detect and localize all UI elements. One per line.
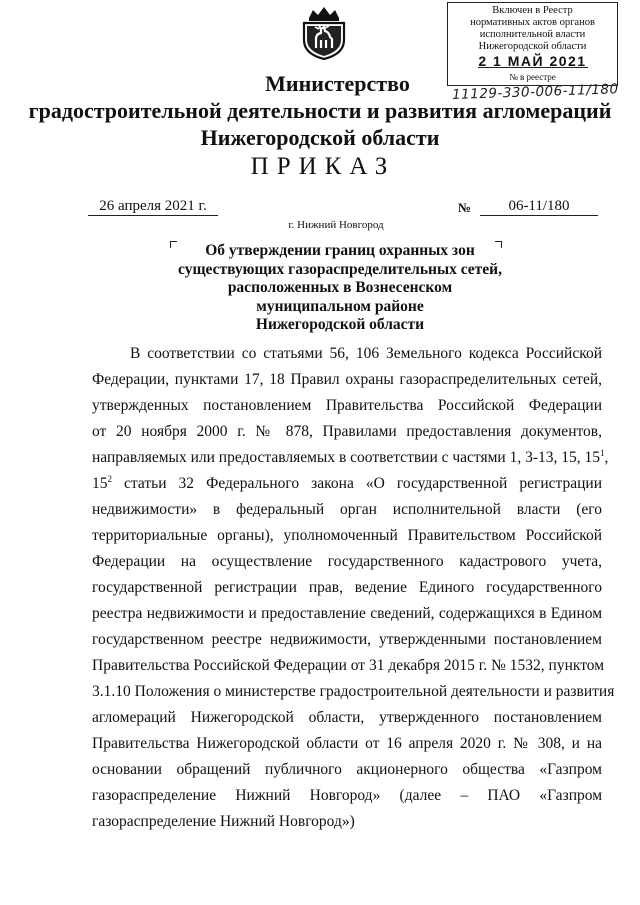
- stamp-line-4: Нижегородской области: [478, 41, 587, 52]
- superscript: 1: [600, 447, 605, 458]
- body-text: ,: [604, 449, 609, 466]
- city-label: г. Нижний Новгород: [288, 219, 384, 231]
- stamp-line-3: исполнительной власти: [479, 29, 586, 40]
- body-line: Федерации на осуществление государственного кадастрового учета,: [92, 553, 602, 570]
- stamp-date: 2 1 МАЙ 2021: [478, 53, 587, 69]
- stamp-registry-label: № в реестре: [509, 72, 556, 82]
- body-line: Правительства Российской Федерации от 31 декабря 2015 г. № 1532, пунктом: [92, 657, 605, 674]
- stamp-line-2: нормативных актов органов: [470, 17, 595, 28]
- subject-line-5: Нижегородской области: [255, 316, 425, 333]
- subject-line-3: расположенных в Вознесенском: [227, 279, 453, 296]
- handwritten-registry-number: 11129-330-006-11/180: [451, 81, 619, 104]
- superscript: 2: [107, 473, 112, 484]
- ministry-heading: [0, 70, 640, 151]
- subject-line-1: Об утверждении границ охранных зон: [205, 242, 475, 259]
- coat-of-arms-emblem: [299, 4, 349, 60]
- order-date: 26 апреля 2021 г.: [88, 198, 218, 216]
- body-line: от 20 ноября 2000 г. № 878, Правилами предоставления документов,: [92, 423, 602, 440]
- ministry-line-1: Министерство: [265, 71, 410, 96]
- body-line: Правительства Нижегородской области от 16 апреля 2020 г. № 308, и на: [92, 735, 602, 752]
- body-text: статьи 32 Федерального закона «О государственной регистрации: [112, 475, 602, 492]
- body-line: 3.1.10 Положения о министерстве градостроительной деятельности и развития: [92, 683, 615, 700]
- ministry-line-2: градостроительной деятельности и развития агломераций: [28, 98, 612, 123]
- body-line: [92, 445, 609, 471]
- order-body-paragraph: [92, 341, 615, 835]
- order-number: 06-11/180: [480, 198, 598, 216]
- body-line: газораспределение Нижний Новгород» (далее – ПАО «Газпром: [92, 787, 602, 804]
- subject-line-2: существующих газораспределительных сетей,: [178, 260, 502, 278]
- body-line: территориальные органы), уполномоченный Правительством Российской: [92, 527, 602, 544]
- subject-line-4: муниципальном районе: [256, 297, 424, 315]
- body-line: основании обращений публичного акционерного общества «Газпром: [92, 761, 602, 778]
- body-line: государственном реестре недвижимости, утвержденными постановлением: [92, 631, 602, 648]
- body-line: агломераций Нижегородской области, утвержденного постановлением: [92, 709, 602, 726]
- body-line: В соответствии со статьями 56, 106 Земельного кодекса Российской: [130, 345, 602, 362]
- body-line: [92, 471, 602, 497]
- body-line: недвижимости» в федеральный орган исполнительной власти (его: [92, 501, 602, 518]
- order-number-label: №: [458, 200, 472, 215]
- ministry-line-3: Нижегородской области: [200, 125, 440, 150]
- body-line: газораспределение Нижний Новгород»): [92, 813, 355, 830]
- body-line: государственной регистрации прав, ведение Единого государственного: [92, 579, 602, 596]
- body-line: утвержденных постановлением Правительства Российской Федерации: [92, 397, 602, 414]
- body-line: Федерации, пунктами 17, 18 Правил охраны газораспределительных сетей,: [92, 371, 602, 388]
- document-type-title: ПРИКАЗ: [250, 153, 396, 180]
- body-line: реестра недвижимости и предоставление сведений, содержащихся в Едином: [92, 605, 602, 622]
- stamp-line-1: Включен в Реестр: [492, 5, 573, 16]
- order-subject: [150, 242, 530, 335]
- body-text: направляемых или предоставляемых в соответствии с частями 1, 3-13, 15, 15: [92, 449, 601, 466]
- body-text: 15: [92, 475, 108, 492]
